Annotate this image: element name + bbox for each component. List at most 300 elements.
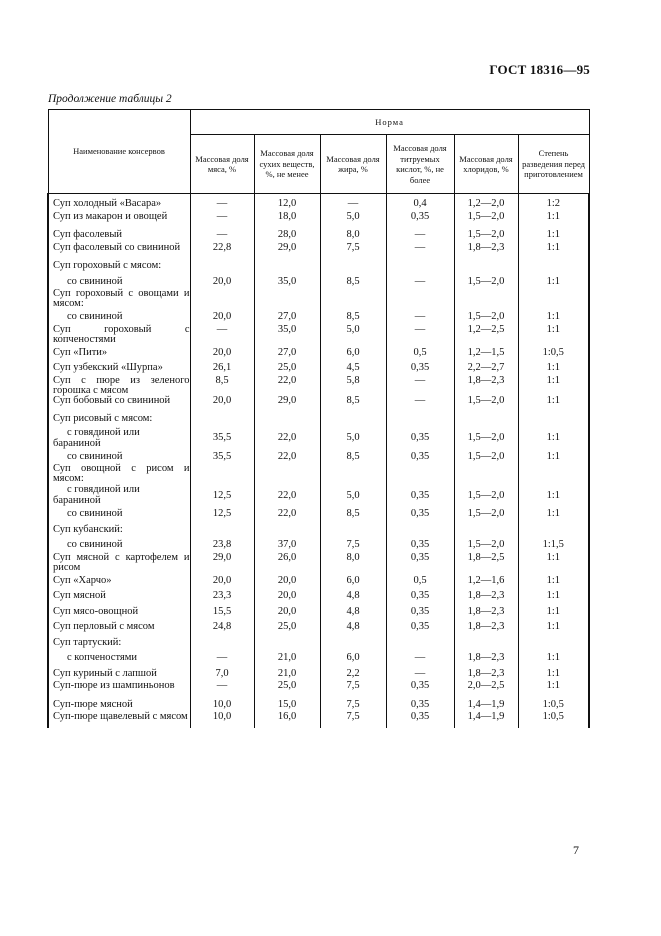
row-name-cell xyxy=(48,573,190,589)
value-cell: 7,0 xyxy=(190,666,254,682)
row-name: со свининой xyxy=(67,275,123,287)
value-cell: — xyxy=(190,681,254,697)
value-cell: 26,1 xyxy=(190,360,254,376)
value-cell: 1,8—2,3 xyxy=(454,588,518,604)
row-name-cell xyxy=(48,635,190,651)
row-name-cell xyxy=(48,194,190,212)
value-cell: 7,5 xyxy=(320,243,386,259)
value-cell: 20,0 xyxy=(254,588,320,604)
value-cell xyxy=(386,464,454,484)
value-cell: 1:1 xyxy=(518,484,589,506)
norm-group-header: Норма xyxy=(190,110,589,135)
value-cell: 5,0 xyxy=(320,325,386,345)
row-name-cell xyxy=(48,376,190,396)
value-cell: 0,35 xyxy=(386,484,454,506)
value-cell: 0,35 xyxy=(386,537,454,553)
row-name-cell xyxy=(48,464,190,484)
value-cell: 1:1 xyxy=(518,212,589,228)
value-cell: 0,35 xyxy=(386,360,454,376)
value-cell: 8,5 xyxy=(190,376,254,396)
value-cell: 22,0 xyxy=(254,449,320,465)
value-cell: — xyxy=(190,194,254,212)
table-row xyxy=(48,537,589,553)
value-cell xyxy=(254,522,320,538)
value-cell: 7,5 xyxy=(320,697,386,713)
value-cell xyxy=(190,258,254,274)
table-row xyxy=(48,243,589,259)
row-name: Суп куриный с лапшой xyxy=(53,667,157,679)
value-cell xyxy=(518,464,589,484)
row-name: с говядиной или бараниной xyxy=(53,484,140,506)
value-cell: 0,4 xyxy=(386,194,454,212)
value-cell: — xyxy=(386,274,454,290)
table-row xyxy=(48,588,589,604)
value-cell xyxy=(518,289,589,309)
column-header-dilution: Степень разведения перед приготовлением xyxy=(518,135,589,194)
table-row xyxy=(48,484,589,506)
value-cell: 0,35 xyxy=(386,604,454,620)
value-cell: 5,8 xyxy=(320,376,386,396)
value-cell: 4,8 xyxy=(320,588,386,604)
value-cell: 29,0 xyxy=(254,396,320,412)
value-cell xyxy=(386,289,454,309)
row-name: Суп овощной с рисом и мясом: xyxy=(53,463,190,484)
table-row xyxy=(48,449,589,465)
column-header-fat: Массовая доля жира, % xyxy=(320,135,386,194)
value-cell: 20,0 xyxy=(254,573,320,589)
value-cell: 5,0 xyxy=(320,484,386,506)
value-cell: 1:1 xyxy=(518,573,589,589)
value-cell: 8,5 xyxy=(320,506,386,522)
row-name: Суп с пюре из зеленого горошка с мясом xyxy=(53,374,190,396)
standard-number: ГОСТ 18316—95 xyxy=(489,62,590,77)
row-name-cell xyxy=(48,360,190,376)
value-cell xyxy=(518,258,589,274)
value-cell: 6,0 xyxy=(320,345,386,361)
row-name: Суп гороховый с овощами и мясом: xyxy=(53,288,190,309)
table-row xyxy=(48,650,589,666)
table-row xyxy=(48,464,589,484)
row-name: Суп холодный «Васара» xyxy=(53,198,162,210)
value-cell: 21,0 xyxy=(254,650,320,666)
value-cell xyxy=(190,635,254,651)
value-cell xyxy=(254,464,320,484)
row-name: Суп-пюре из шампиньонов xyxy=(53,680,175,691)
table-row xyxy=(48,258,589,274)
value-cell: 18,0 xyxy=(254,212,320,228)
value-cell: 1,5—2,0 xyxy=(454,396,518,412)
value-cell: 35,5 xyxy=(190,449,254,465)
value-cell: 0,35 xyxy=(386,212,454,228)
value-cell: 20,0 xyxy=(190,396,254,412)
value-cell xyxy=(190,411,254,427)
value-cell: 1:0,5 xyxy=(518,712,589,728)
row-name: Суп фасолевый xyxy=(53,229,123,241)
value-cell: 1,4—1,9 xyxy=(454,712,518,728)
value-cell: 1,8—2,3 xyxy=(454,243,518,259)
value-cell: 8,0 xyxy=(320,227,386,243)
value-cell: 10,0 xyxy=(190,712,254,728)
row-name-cell xyxy=(48,325,190,345)
value-cell: 20,0 xyxy=(254,604,320,620)
value-cell: 4,8 xyxy=(320,619,386,635)
value-cell xyxy=(454,411,518,427)
row-name-cell xyxy=(48,712,190,728)
row-name-cell xyxy=(48,449,190,465)
row-name-cell xyxy=(48,619,190,635)
value-cell: 1:1 xyxy=(518,681,589,697)
table-row xyxy=(48,309,589,325)
value-cell: 8,5 xyxy=(320,274,386,290)
value-cell xyxy=(190,289,254,309)
value-cell: 1:1 xyxy=(518,449,589,465)
value-cell: 29,0 xyxy=(254,243,320,259)
row-name-cell xyxy=(48,258,190,274)
value-cell xyxy=(320,411,386,427)
value-cell: 1,4—1,9 xyxy=(454,697,518,713)
value-cell xyxy=(386,411,454,427)
value-cell: 8,5 xyxy=(320,449,386,465)
value-cell xyxy=(454,464,518,484)
table-row xyxy=(48,227,589,243)
value-cell: 1:1 xyxy=(518,376,589,396)
row-name: со свининой xyxy=(67,311,123,323)
value-cell: 5,0 xyxy=(320,427,386,449)
table-row xyxy=(48,604,589,620)
value-cell: 27,0 xyxy=(254,309,320,325)
value-cell: 23,3 xyxy=(190,588,254,604)
value-cell: 29,0 xyxy=(190,553,254,573)
value-cell: 2,2—2,7 xyxy=(454,360,518,376)
value-cell: 1:1 xyxy=(518,325,589,345)
value-cell: 1,5—2,0 xyxy=(454,274,518,290)
row-name-cell xyxy=(48,427,190,449)
value-cell: 7,5 xyxy=(320,681,386,697)
value-cell: 27,0 xyxy=(254,345,320,361)
value-cell xyxy=(454,258,518,274)
value-cell: 0,35 xyxy=(386,506,454,522)
value-cell: 0,35 xyxy=(386,427,454,449)
row-name: со свининой xyxy=(67,539,123,551)
value-cell: 26,0 xyxy=(254,553,320,573)
value-cell: 6,0 xyxy=(320,650,386,666)
value-cell: 1:1 xyxy=(518,360,589,376)
value-cell: 5,0 xyxy=(320,212,386,228)
table-body xyxy=(48,194,589,728)
row-name-cell xyxy=(48,309,190,325)
value-cell: 25,0 xyxy=(254,360,320,376)
table-row xyxy=(48,573,589,589)
value-cell: 22,0 xyxy=(254,376,320,396)
value-cell: 25,0 xyxy=(254,681,320,697)
value-cell: 10,0 xyxy=(190,697,254,713)
row-name: Суп «Пити» xyxy=(53,346,108,358)
table-row xyxy=(48,666,589,682)
value-cell: 1,2—1,6 xyxy=(454,573,518,589)
table-row xyxy=(48,274,589,290)
value-cell: 1:0,5 xyxy=(518,697,589,713)
value-cell xyxy=(254,635,320,651)
row-name: Суп гороховый с копченостями xyxy=(53,323,190,345)
row-name-cell xyxy=(48,345,190,361)
value-cell xyxy=(320,289,386,309)
row-name: с копченостями xyxy=(67,652,137,664)
value-cell: 1:1 xyxy=(518,274,589,290)
value-cell: 1:1 xyxy=(518,650,589,666)
value-cell: 1,8—2,3 xyxy=(454,604,518,620)
value-cell: 1,8—2,3 xyxy=(454,650,518,666)
row-name-cell xyxy=(48,553,190,573)
value-cell: 1,2—2,5 xyxy=(454,325,518,345)
table-row xyxy=(48,194,589,212)
value-cell: 1,5—2,0 xyxy=(454,309,518,325)
value-cell: — xyxy=(386,396,454,412)
value-cell: — xyxy=(386,227,454,243)
value-cell: 22,0 xyxy=(254,427,320,449)
value-cell xyxy=(254,258,320,274)
value-cell: 1:1 xyxy=(518,553,589,573)
value-cell: 1,5—2,0 xyxy=(454,506,518,522)
value-cell: 12,5 xyxy=(190,484,254,506)
table-row xyxy=(48,212,589,228)
row-name-cell xyxy=(48,604,190,620)
value-cell: — xyxy=(386,243,454,259)
value-cell: 37,0 xyxy=(254,537,320,553)
value-cell: 8,5 xyxy=(320,309,386,325)
row-name-cell xyxy=(48,212,190,228)
value-cell: — xyxy=(190,212,254,228)
row-name: Суп узбекский «Шурпа» xyxy=(53,362,163,374)
value-cell: 21,0 xyxy=(254,666,320,682)
value-cell: — xyxy=(386,650,454,666)
value-cell: 8,5 xyxy=(320,396,386,412)
row-name: с говядиной или бараниной xyxy=(53,426,140,449)
row-name-cell xyxy=(48,522,190,538)
value-cell: 2,0—2,5 xyxy=(454,681,518,697)
row-name: Суп мясной с картофелем и рисом xyxy=(53,551,190,573)
table-row xyxy=(48,553,589,573)
value-cell: — xyxy=(386,309,454,325)
value-cell: 1,2—2,0 xyxy=(454,194,518,212)
value-cell: 22,8 xyxy=(190,243,254,259)
row-name: Суп кубанский: xyxy=(53,523,123,535)
table-row xyxy=(48,360,589,376)
value-cell: 1:1 xyxy=(518,427,589,449)
value-cell: 25,0 xyxy=(254,619,320,635)
value-cell: 22,0 xyxy=(254,484,320,506)
value-cell: 20,0 xyxy=(190,345,254,361)
row-name: Суп бобовый со свининой xyxy=(53,394,171,406)
value-cell xyxy=(320,635,386,651)
column-header-acids: Массовая доля титруемых кислот, %, не более xyxy=(386,135,454,194)
table-caption: Продолжение таблицы 2 xyxy=(48,93,172,105)
value-cell: 1,5—2,0 xyxy=(454,537,518,553)
value-cell: 4,5 xyxy=(320,360,386,376)
value-cell xyxy=(254,289,320,309)
column-header-meat: Массовая доля мяса, % xyxy=(190,135,254,194)
row-name-cell xyxy=(48,396,190,412)
value-cell: 20,0 xyxy=(190,573,254,589)
value-cell: 1,5—2,0 xyxy=(454,227,518,243)
row-name-cell xyxy=(48,506,190,522)
value-cell: — xyxy=(190,227,254,243)
value-cell xyxy=(518,411,589,427)
row-name-cell xyxy=(48,289,190,309)
value-cell: 35,0 xyxy=(254,325,320,345)
value-cell: 1:1 xyxy=(518,227,589,243)
table-row xyxy=(48,635,589,651)
value-cell: 1,8—2,5 xyxy=(454,553,518,573)
table-row xyxy=(48,345,589,361)
value-cell: 1:1,5 xyxy=(518,537,589,553)
row-name: со свининой xyxy=(67,508,123,520)
value-cell: — xyxy=(190,650,254,666)
value-cell: 0,35 xyxy=(386,697,454,713)
value-cell xyxy=(386,522,454,538)
row-name-cell xyxy=(48,650,190,666)
value-cell: — xyxy=(386,325,454,345)
row-name-cell xyxy=(48,666,190,682)
value-cell: 8,0 xyxy=(320,553,386,573)
value-cell xyxy=(190,464,254,484)
value-cell: 12,5 xyxy=(190,506,254,522)
norms-table xyxy=(47,109,590,728)
value-cell xyxy=(320,258,386,274)
row-name: Суп рисовый с мясом: xyxy=(53,413,153,425)
value-cell: 1,5—2,0 xyxy=(454,484,518,506)
table-row xyxy=(48,289,589,309)
table-row xyxy=(48,712,589,728)
value-cell xyxy=(254,411,320,427)
value-cell: 6,0 xyxy=(320,573,386,589)
row-name: Суп фасолевый со свининой xyxy=(53,241,181,253)
value-cell: 1:2 xyxy=(518,194,589,212)
value-cell: 1,8—2,3 xyxy=(454,666,518,682)
table-row xyxy=(48,681,589,697)
value-cell: 20,0 xyxy=(190,274,254,290)
row-name-cell xyxy=(48,484,190,506)
value-cell: 1:1 xyxy=(518,666,589,682)
value-cell xyxy=(518,522,589,538)
table-row xyxy=(48,619,589,635)
value-cell: 7,5 xyxy=(320,537,386,553)
row-name-cell xyxy=(48,697,190,713)
value-cell xyxy=(320,522,386,538)
value-cell: 0,35 xyxy=(386,553,454,573)
table-row xyxy=(48,506,589,522)
value-cell: 1:1 xyxy=(518,506,589,522)
row-name-cell xyxy=(48,537,190,553)
row-name: Суп тартуский: xyxy=(53,636,122,648)
value-cell: 1:0,5 xyxy=(518,345,589,361)
column-header-chlorides: Массовая доля хлоридов, % xyxy=(454,135,518,194)
value-cell: 22,0 xyxy=(254,506,320,522)
value-cell: 0,35 xyxy=(386,681,454,697)
row-name-cell xyxy=(48,274,190,290)
row-name: Суп-пюре щавелевый с мясом xyxy=(53,711,188,722)
value-cell xyxy=(320,464,386,484)
row-name: Суп перловый с мясом xyxy=(53,621,155,633)
value-cell: 2,2 xyxy=(320,666,386,682)
table-row xyxy=(48,697,589,713)
value-cell: 0,35 xyxy=(386,619,454,635)
value-cell xyxy=(386,258,454,274)
value-cell: 1,5—2,0 xyxy=(454,449,518,465)
value-cell: 12,0 xyxy=(254,194,320,212)
row-name-cell xyxy=(48,411,190,427)
row-name: Суп из макарон и овощей xyxy=(53,210,168,222)
value-cell xyxy=(454,635,518,651)
value-cell: 0,35 xyxy=(386,449,454,465)
value-cell: 1:1 xyxy=(518,243,589,259)
row-name: со свининой xyxy=(67,450,123,462)
row-name: Суп мясной xyxy=(53,590,106,602)
value-cell: 1,8—2,3 xyxy=(454,619,518,635)
value-cell: 16,0 xyxy=(254,712,320,728)
table-row xyxy=(48,376,589,396)
value-cell: 15,0 xyxy=(254,697,320,713)
table-row xyxy=(48,427,589,449)
row-name-cell xyxy=(48,227,190,243)
value-cell: 1:1 xyxy=(518,604,589,620)
name-column-header: Наименование консервов xyxy=(48,110,190,194)
table-row xyxy=(48,522,589,538)
table-row xyxy=(48,411,589,427)
value-cell: 1,5—2,0 xyxy=(454,212,518,228)
value-cell xyxy=(386,635,454,651)
table-row xyxy=(48,396,589,412)
row-name: Суп гороховый с мясом: xyxy=(53,260,162,272)
value-cell xyxy=(190,522,254,538)
value-cell: 28,0 xyxy=(254,227,320,243)
value-cell: 20,0 xyxy=(190,309,254,325)
row-name: Суп мясо-овощной xyxy=(53,605,139,617)
value-cell xyxy=(454,289,518,309)
value-cell: 0,5 xyxy=(386,573,454,589)
value-cell: 1,8—2,3 xyxy=(454,376,518,396)
value-cell: — xyxy=(386,666,454,682)
value-cell: 1,5—2,0 xyxy=(454,427,518,449)
value-cell: 1,2—1,5 xyxy=(454,345,518,361)
row-name-cell xyxy=(48,681,190,697)
value-cell: 1:1 xyxy=(518,396,589,412)
row-name: Суп-пюре мясной xyxy=(53,698,133,710)
column-header-solids: Массовая доля сухих веществ, %, не менее xyxy=(254,135,320,194)
value-cell: 0,5 xyxy=(386,345,454,361)
row-name: Суп «Харчо» xyxy=(53,574,112,586)
page-number: 7 xyxy=(573,843,579,857)
value-cell: 15,5 xyxy=(190,604,254,620)
value-cell: 1:1 xyxy=(518,309,589,325)
value-cell: 24,8 xyxy=(190,619,254,635)
value-cell: 1:1 xyxy=(518,619,589,635)
value-cell: 23,8 xyxy=(190,537,254,553)
value-cell: 0,35 xyxy=(386,588,454,604)
value-cell: 35,5 xyxy=(190,427,254,449)
value-cell: 0,35 xyxy=(386,712,454,728)
row-name-cell xyxy=(48,243,190,259)
value-cell xyxy=(454,522,518,538)
row-name-cell xyxy=(48,588,190,604)
value-cell: 1:1 xyxy=(518,588,589,604)
value-cell: — xyxy=(386,376,454,396)
value-cell: 4,8 xyxy=(320,604,386,620)
value-cell: — xyxy=(320,194,386,212)
value-cell xyxy=(518,635,589,651)
value-cell: 35,0 xyxy=(254,274,320,290)
value-cell: — xyxy=(190,325,254,345)
table-row xyxy=(48,325,589,345)
